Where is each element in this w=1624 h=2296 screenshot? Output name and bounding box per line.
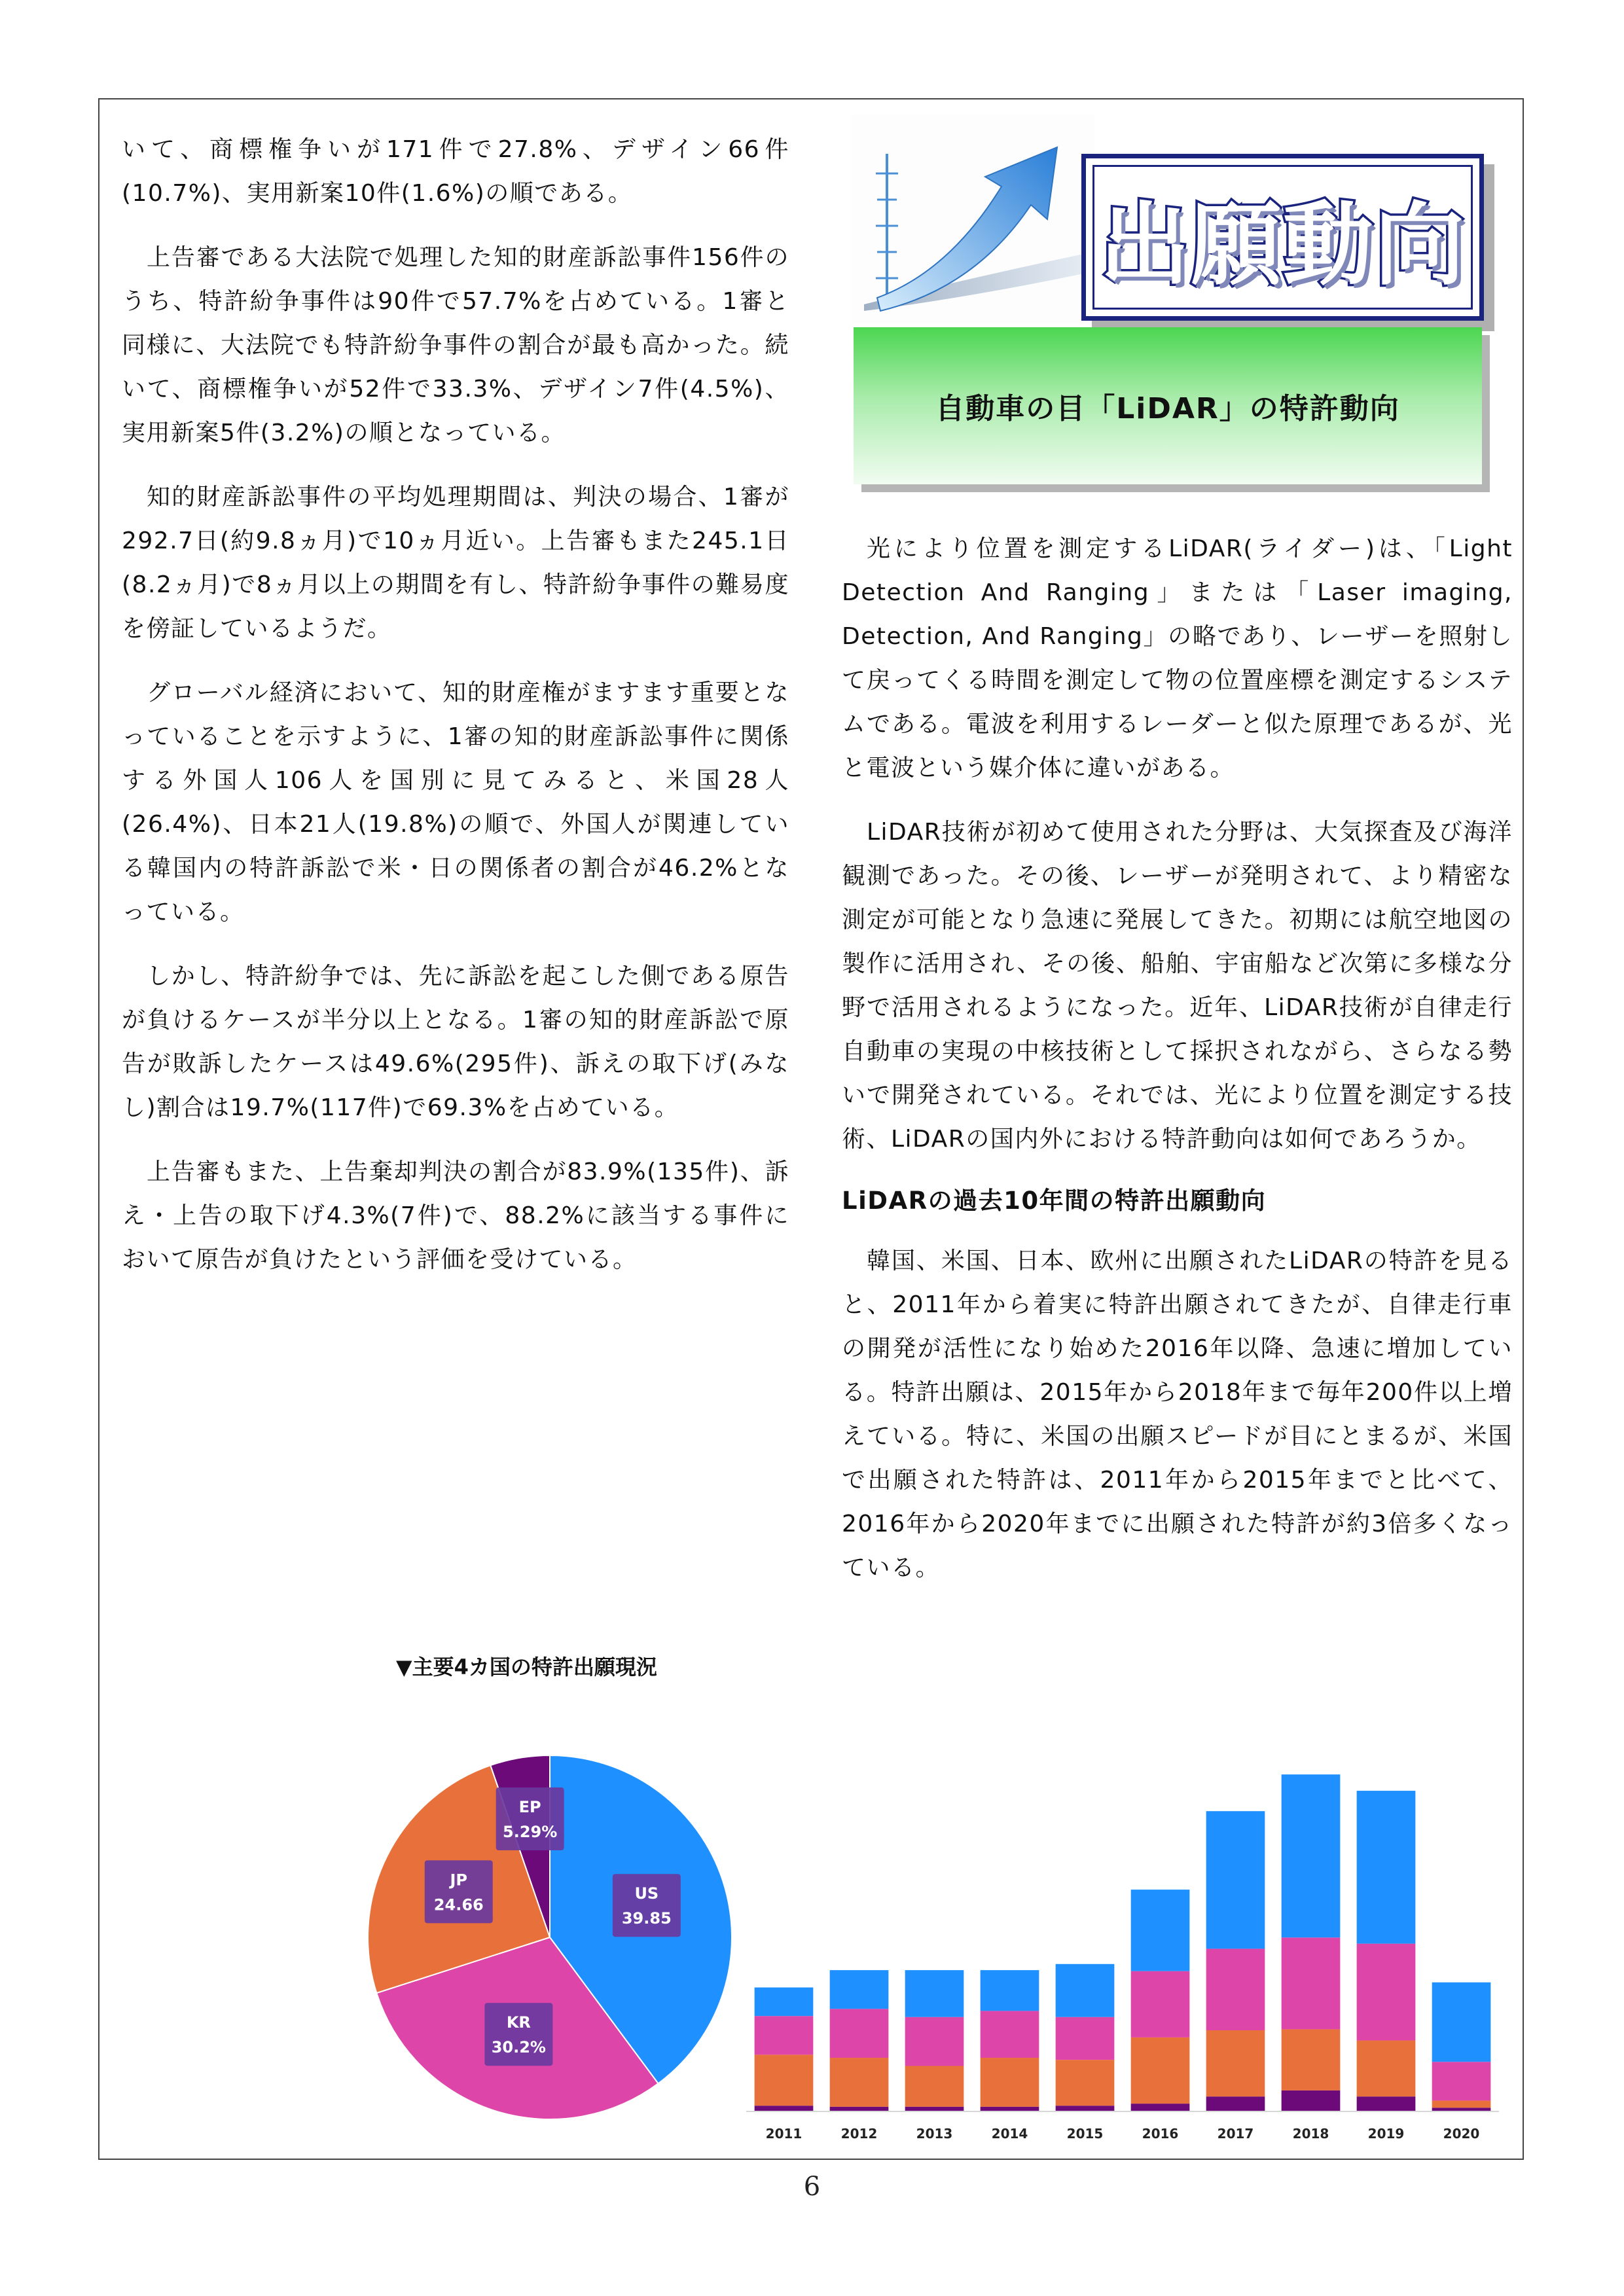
svg-text:39.85: 39.85 bbox=[621, 1909, 672, 1928]
bar-2019-ep bbox=[1357, 2096, 1416, 2111]
pie-label-jp bbox=[425, 1860, 493, 1923]
bar-2015-kr bbox=[1056, 2017, 1115, 2060]
page-number: 6 bbox=[803, 2172, 821, 2202]
bar-tick-label: 2015 bbox=[1066, 2126, 1104, 2142]
bar-tick-label: 2014 bbox=[991, 2126, 1028, 2142]
bar-2016-us bbox=[1131, 1890, 1190, 1971]
bar-2016-ep bbox=[1131, 2104, 1190, 2111]
bar-2013-jp bbox=[905, 2066, 964, 2106]
svg-text:US: US bbox=[634, 1884, 659, 1903]
left-paragraph: 知的財産訴訟事件の平均処理期間は、判決の場合、1審が292.7日(約9.8ヵ月)で10ヵ月近い。上告審もまた245.1日(8.2ヵ月)で8ヵ月以上の期間を有し、特許紛争事件の難易度を傍証しているようだ。 bbox=[122, 484, 789, 642]
right-column bbox=[842, 527, 1513, 1610]
bar-tick-label: 2012 bbox=[840, 2126, 878, 2142]
bar-2014-us bbox=[981, 1970, 1039, 2011]
left-paragraph: しかし、特許紛争では、先に訴訟を起こした側である原告が負けるケースが半分以上となる。1審の知的財産訴訟で原告が敗訴したケースは49.6%(295件)、訴えの取下げ(みなし)割合は19.7%(117件)で69.3%を占めている。 bbox=[122, 963, 789, 1121]
bar-2013-us bbox=[905, 1970, 964, 2017]
bar-2011-jp bbox=[755, 2054, 814, 2106]
bar-2014-ep bbox=[981, 2107, 1039, 2111]
bar-tick-label: 2019 bbox=[1367, 2126, 1405, 2142]
right-paragraph: 韓国、米国、日本、欧州に出願されたLiDARの特許を見ると、2011年から着実に特許出願されてきたが、自律走行車の開発が活性になり始めた2016年以降、急速に増加している。特許出願は、2015年から2018年まで毎年200件以上増えている。特に、米国の出願スピードが目にとまるが、米国で出願された特許は、2011年から2015年までと比べて、2016年から2020年までに出願された特許が約3倍多くなっている。 bbox=[842, 1247, 1513, 1581]
svg-text:24.66: 24.66 bbox=[433, 1895, 484, 1914]
left-paragraph: 上告審である大法院で処理した知的財産訴訟事件156件のうち、特許紛争事件は90件で57.7%を占めている。1審と同様に、大法院でも特許紛争事件の割合が最も高かった。続いて、商標権争いが52件で33.3%、デザイン7件(4.5%)、実用新案5件(3.2%)の順となっている。 bbox=[122, 244, 789, 446]
svg-text:KR: KR bbox=[506, 2013, 531, 2032]
growth-graphic bbox=[851, 115, 1094, 324]
bar-2011-ep bbox=[755, 2106, 814, 2111]
left-paragraph: いて、商標権争いが171件で27.8%、デザイン66件(10.7%)、実用新案10件(1.6%)の順である。 bbox=[122, 136, 789, 207]
left-paragraph: 上告審もまた、上告棄却判決の割合が83.9%(135件)、訴え・上告の取下げ4.3%(7件)で、88.2%に該当する事件において原告が負けたという評価を受けている。 bbox=[122, 1158, 789, 1273]
article-title: 自動車の目「LiDAR」の特許動向 bbox=[935, 392, 1400, 425]
bar-tick-label: 2020 bbox=[1443, 2126, 1480, 2142]
figure-caption: ▼主要4カ国の特許出願現況 bbox=[396, 1655, 657, 1679]
section-title: 出願動向 bbox=[1099, 192, 1466, 298]
bar-2015-jp bbox=[1056, 2060, 1115, 2106]
article-banner bbox=[854, 327, 1482, 484]
bar-2015-us bbox=[1056, 1964, 1115, 2017]
bar-tick-label: 2016 bbox=[1142, 2126, 1179, 2142]
bar-2018-kr bbox=[1282, 1937, 1341, 2029]
pie-label-kr bbox=[484, 2003, 552, 2066]
bar-2012-us bbox=[830, 1970, 889, 2009]
bar-2014-kr bbox=[981, 2011, 1039, 2058]
bar-2014-jp bbox=[981, 2058, 1039, 2107]
svg-text:EP: EP bbox=[518, 1798, 541, 1817]
pie-label-us bbox=[613, 1874, 681, 1937]
bar-2017-jp bbox=[1206, 2030, 1265, 2096]
bar-2012-kr bbox=[830, 2009, 889, 2058]
bar-2018-ep bbox=[1282, 2090, 1341, 2111]
bar-2020-ep bbox=[1432, 2108, 1491, 2111]
bar-2013-kr bbox=[905, 2017, 964, 2066]
right-paragraph: LiDAR技術が初めて使用された分野は、大気探査及び海洋観測であった。その後、レーザーが発明されて、より精密な測定が可能となり急速に発展してきた。初期には航空地図の製作に活用され、その後、船舶、宇宙船など次第に多様な分野で活用されるようになった。近年、LiDAR技術が自律走行自動車の実現の中核技術として採択されながら、さらなる勢いで開発されている。それでは、光により位置を測定する技術、LiDARの国内外における特許動向は如何であろうか。 bbox=[842, 819, 1513, 1153]
left-paragraph: グローバル経済において、知的財産権がますます重要となっていることを示すように、1審の知的財産訴訟事件に関係する外国人106人を国別に見てみると、米国28人(26.4%)、日本21人(19.8%)の順で、外国人が関連している韓国内の特許訴訟で米・日の関係者の割合が46.2%となっている。 bbox=[122, 679, 789, 925]
bar-tick-label: 2017 bbox=[1217, 2126, 1254, 2142]
bar-2019-jp bbox=[1357, 2041, 1416, 2097]
svg-text:30.2%: 30.2% bbox=[491, 2038, 546, 2057]
bar-2020-jp bbox=[1432, 2100, 1491, 2108]
growth-arrow-icon bbox=[851, 115, 1094, 324]
bar-2019-kr bbox=[1357, 1944, 1416, 2041]
bar-2016-jp bbox=[1131, 2037, 1190, 2104]
bar-2020-kr bbox=[1432, 2062, 1491, 2100]
bar-2019-us bbox=[1357, 1791, 1416, 1944]
bar-2017-kr bbox=[1206, 1948, 1265, 2030]
bar-tick-label: 2018 bbox=[1292, 2126, 1329, 2142]
bar-2011-us bbox=[755, 1988, 814, 2017]
pie-chart bbox=[367, 1741, 733, 2121]
bar-2017-us bbox=[1206, 1811, 1265, 1948]
bar-2018-us bbox=[1282, 1774, 1341, 1937]
stacked-bar-chart bbox=[733, 1741, 1509, 2153]
bar-tick-label: 2011 bbox=[765, 2126, 803, 2142]
pie-label-ep bbox=[496, 1787, 564, 1850]
svg-text:5.29%: 5.29% bbox=[503, 1823, 558, 1842]
right-paragraph: 光により位置を測定するLiDAR(ライダー)は、「Light Detection And Ranging」または「Laser imaging, Detection, And Ranging」の略であり、レーザーを照射して戻ってくる時間を測定して物の位置座標を測定するシステムである。電波を利用するレーダーと似た原理であるが、光と電波という媒介体に違いがある。 bbox=[842, 535, 1513, 781]
svg-text:JP: JP bbox=[450, 1871, 468, 1890]
bar-2012-ep bbox=[830, 2107, 889, 2111]
left-column bbox=[122, 128, 789, 1302]
bar-tick-label: 2013 bbox=[916, 2126, 953, 2142]
subheading: LiDARの過去10年間の特許出願動向 bbox=[842, 1187, 1267, 1215]
bar-2013-ep bbox=[905, 2107, 964, 2111]
bar-2018-jp bbox=[1282, 2029, 1341, 2090]
bar-2015-ep bbox=[1056, 2106, 1115, 2111]
bar-2011-kr bbox=[755, 2016, 814, 2054]
bar-2012-jp bbox=[830, 2058, 889, 2107]
bar-2016-kr bbox=[1131, 1971, 1190, 2037]
bar-2017-ep bbox=[1206, 2096, 1265, 2111]
bar-2020-us bbox=[1432, 1982, 1491, 2062]
section-title-box bbox=[1081, 154, 1484, 321]
